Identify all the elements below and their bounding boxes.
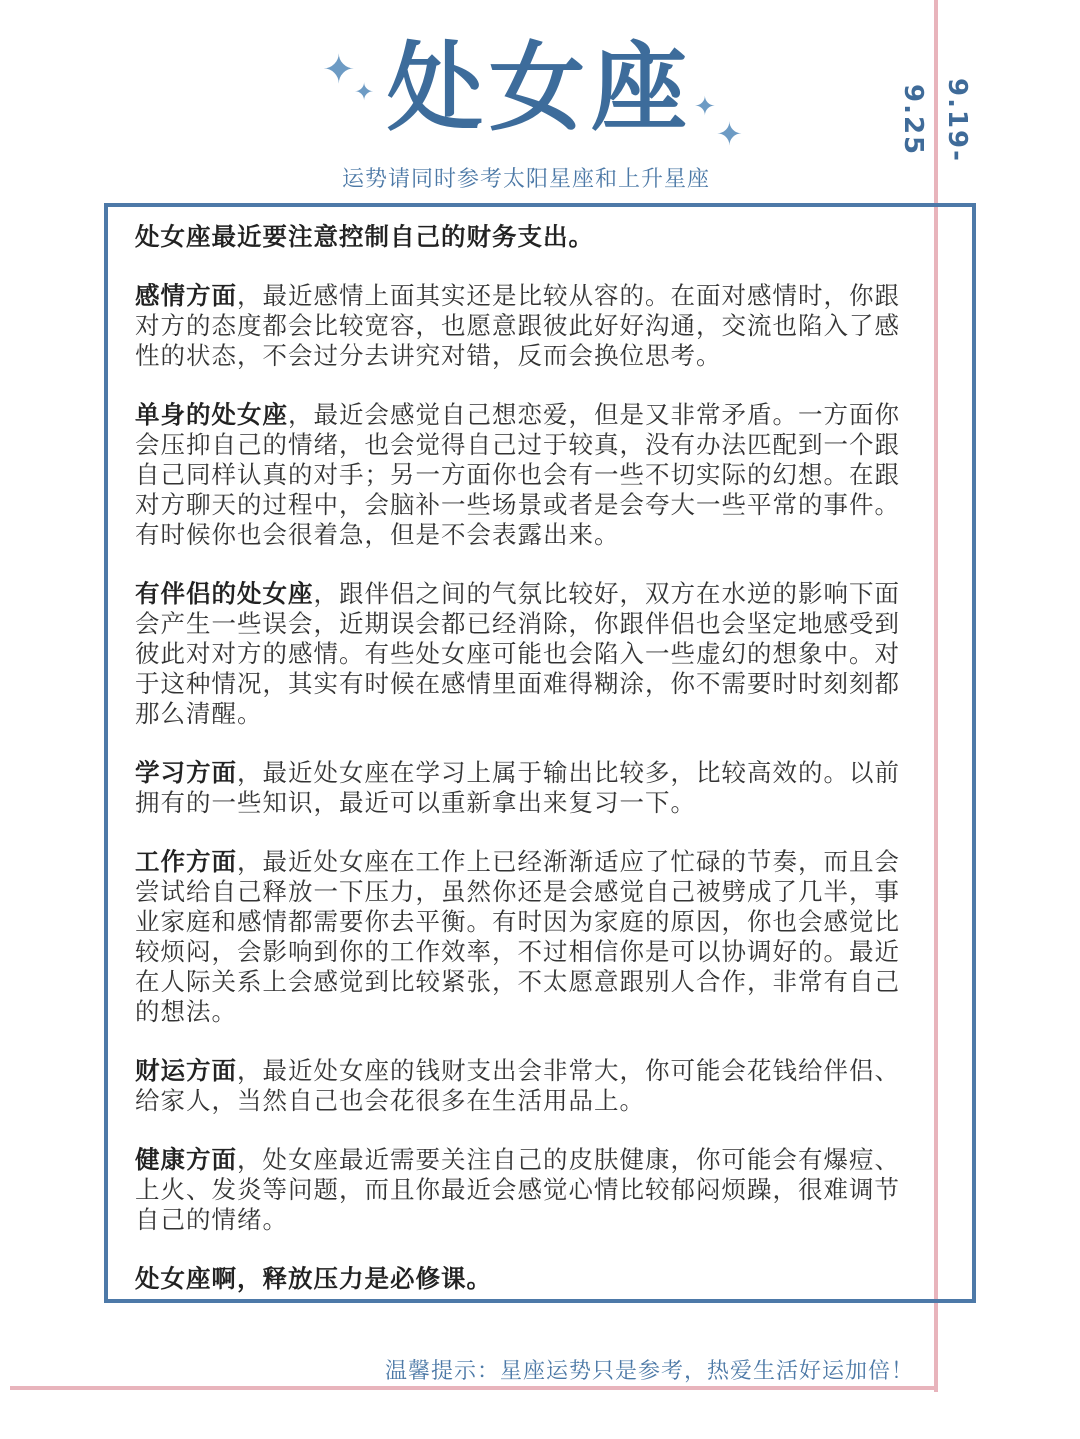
section-heading: 单身的处女座 — [135, 400, 288, 429]
section-paragraph — [135, 1145, 911, 1235]
sparkle-icon: ✦ — [694, 92, 716, 122]
section-heading: 健康方面 — [135, 1145, 237, 1174]
footer-tip: 温馨提示：星座运势只是参考，热爱生活好运加倍！ — [384, 1359, 914, 1384]
section-paragraph — [135, 758, 911, 818]
section-text: ，最近处女座在学习上属于输出比较多，比较高效的。以前拥有的一些知识，最近可以重新拿出来复习一下。 — [135, 758, 900, 817]
section-text: ，最近会感觉自己想恋爱，但是又非常矛盾。一方面你会压抑自己的情绪，也会觉得自己过于较真，没有办法匹配到一个跟自己同样认真的对手；另一方面你也会有一些不切实际的幻想。在跟对方聊天的过程中，会脑补一些场景或者是会夸大一些平常的事件。有时候你也会很着急，但是不会表露出来。 — [135, 400, 900, 549]
section-heading: 有伴侣的处女座 — [135, 579, 314, 608]
page-subtitle: 运势请同时参考太阳星座和上升星座 — [341, 167, 710, 192]
section-heading: 工作方面 — [135, 847, 237, 876]
section-paragraph — [135, 847, 911, 1027]
lead-sentence: 处女座最近要注意控制自己的财务支出。 — [135, 222, 594, 251]
pink-horizontal-line — [10, 1386, 938, 1390]
section-paragraph — [135, 281, 911, 371]
section-paragraph — [135, 1056, 911, 1116]
horoscope-content — [135, 222, 911, 1323]
section-heading: 财运方面 — [135, 1056, 237, 1085]
sparkle-icon: ✦ — [354, 78, 375, 106]
section-text: ，跟伴侣之间的气氛比较好，双方在水逆的影响下面会产生一些误会，近期误会都已经消除，你跟伴侣也会坚定地感受到彼此对对方的感情。有些处女座可能也会陷入一些虚幻的想象中。对于这种情况，其实有时候在感情里面难得糊涂，你不需要时时刻刻都那么清醒。 — [135, 579, 900, 728]
section-heading: 感情方面 — [135, 281, 237, 310]
date-range: 9.19-9.25 — [898, 77, 972, 163]
section-text: ，处女座最近需要关注自己的皮肤健康，你可能会有爆痘、上火、发炎等问题，而且你最近会感觉心情比较郁闷烦躁，很难调节自己的情绪。 — [135, 1145, 900, 1234]
page-title: 处女座 — [387, 32, 693, 144]
closing-sentence: 处女座啊，释放压力是必修课。 — [135, 1264, 492, 1293]
sparkle-icon: ✦ — [716, 115, 743, 153]
section-text: ，最近感情上面其实还是比较从容的。在面对感情时，你跟对方的态度都会比较宽容，也愿意跟彼此好好沟通，交流也陷入了感性的状态，不会过分去讲究对错，反而会换位思考。 — [135, 281, 900, 370]
section-text: ，最近处女座的钱财支出会非常大，你可能会花钱给伴侣、给家人，当然自己也会花很多在生活用品上。 — [135, 1056, 900, 1115]
section-paragraph — [135, 579, 911, 729]
section-paragraph — [135, 400, 911, 550]
section-heading: 学习方面 — [135, 758, 237, 787]
sparkle-icon: ✦ — [322, 47, 356, 93]
section-text: ，最近处女座在工作上已经渐渐适应了忙碌的节奏，而且会尝试给自己释放一下压力，虽然你还是会感觉自己被劈成了几半，事业家庭和感情都需要你去平衡。有时因为家庭的原因，你也会感觉比较烦闷，会影响到你的工作效率，不过相信你是可以协调好的。最近在人际关系上会感觉到比较紧张，不太愿意跟别人合作，非常有自己的想法。 — [135, 847, 900, 1026]
